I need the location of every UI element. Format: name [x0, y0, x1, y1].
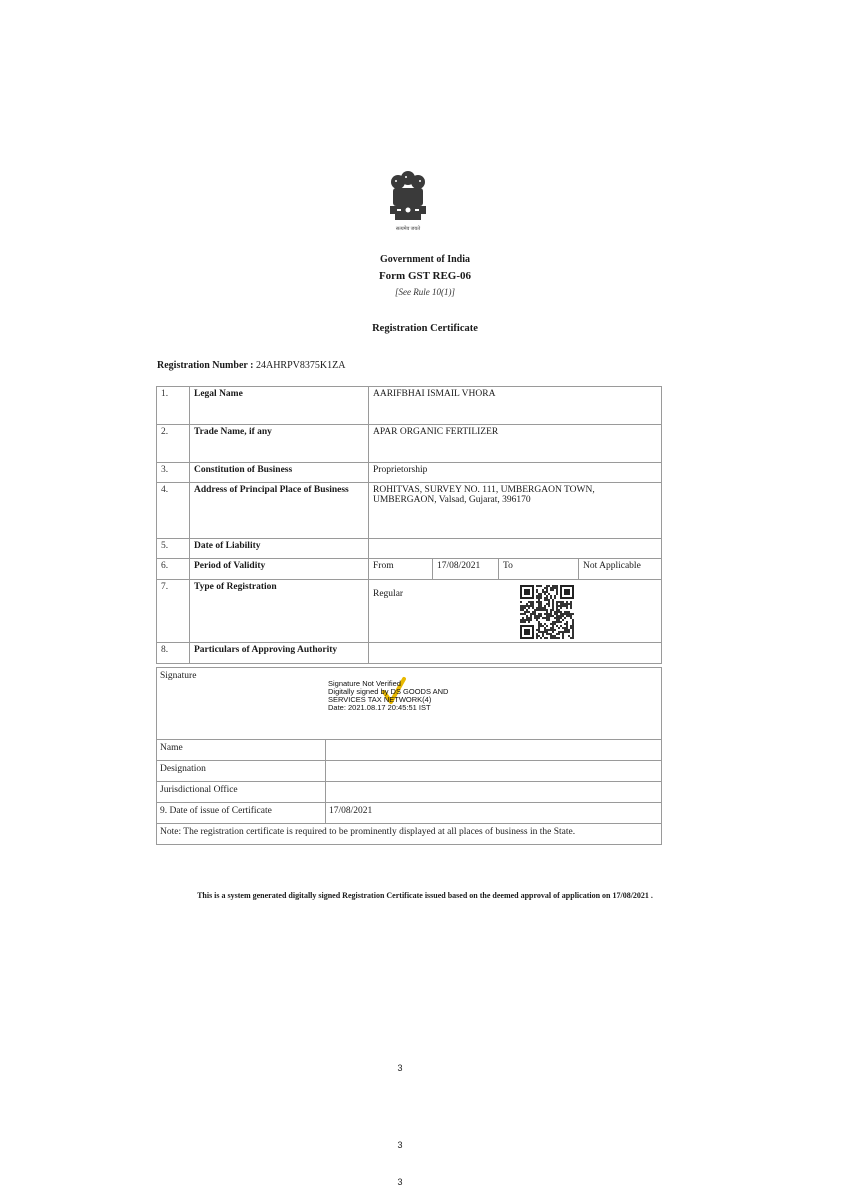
- emblem-motto: सत्यमेव जयते: [395, 227, 421, 232]
- validity-from-label: From: [369, 559, 433, 580]
- validity-from-value: 17/08/2021: [433, 559, 499, 580]
- trade-name-value: APAR ORGANIC FERTILIZER: [369, 425, 662, 463]
- validity-to-value: Not Applicable: [579, 559, 662, 580]
- table-row: [157, 425, 662, 463]
- name-label: Name: [157, 740, 326, 761]
- row-number: 7.: [157, 580, 190, 643]
- signature-status: Signature Not Verified: [328, 679, 401, 688]
- rule-reference: [See Rule 10(1)]: [395, 287, 455, 297]
- registration-number: [157, 360, 345, 371]
- table-row: [157, 782, 662, 803]
- approving-authority-value: [369, 643, 662, 664]
- row-number: 2.: [157, 425, 190, 463]
- issue-date-label: 9. Date of issue of Certificate: [157, 803, 326, 824]
- signature-date: Date: 2021.08.17 20:45:51 IST: [328, 703, 431, 712]
- row-number: 1.: [157, 387, 190, 425]
- table-row: [157, 761, 662, 782]
- system-generated-note: This is a system generated digitally signed Registration Certificate issued based on the deemed approval of application on 17/08/2021 .: [197, 891, 653, 900]
- jurisdictional-office-value: [326, 782, 662, 803]
- constitution-value: Proprietorship: [369, 463, 662, 483]
- qr-code-icon: [520, 585, 574, 639]
- designation-value: [326, 761, 662, 782]
- table-row: [157, 539, 662, 559]
- signature-signer-line: SERVICES TAX NETWORK(4): [328, 695, 432, 704]
- digital-signature-block: [328, 680, 448, 712]
- row-label: Date of Liability: [190, 539, 369, 559]
- registration-number-value: 24AHRPV8375K1ZA: [255, 360, 346, 371]
- jurisdictional-office-label: Jurisdictional Office: [157, 782, 326, 803]
- table-row: [157, 643, 662, 664]
- row-label: Address of Principal Place of Business: [190, 483, 369, 539]
- row-number: 4.: [157, 483, 190, 539]
- government-heading: Government of India: [380, 254, 470, 265]
- certificate-title: Registration Certificate: [372, 323, 478, 334]
- page-number: 3: [397, 1063, 403, 1073]
- liability-date-value: [369, 539, 662, 559]
- row-label: Type of Registration: [190, 580, 369, 643]
- designation-label: Designation: [157, 761, 326, 782]
- row-number: 6.: [157, 559, 190, 580]
- validity-to-label: To: [499, 559, 579, 580]
- table-row: [157, 740, 662, 761]
- display-note: Note: The registration certificate is required to be prominently displayed at all places of business in the State.: [157, 824, 662, 845]
- table-row: [157, 803, 662, 824]
- form-title: Form GST REG-06: [378, 270, 472, 282]
- row-label: Trade Name, if any: [190, 425, 369, 463]
- row-label: Period of Validity: [190, 559, 369, 580]
- signature-signer-line: Digitally signed by DS GOODS AND: [328, 687, 449, 696]
- row-number: 3.: [157, 463, 190, 483]
- table-row: [157, 483, 662, 539]
- table-row: [157, 387, 662, 425]
- row-label: Particulars of Approving Authority: [190, 643, 369, 664]
- row-label: Legal Name: [190, 387, 369, 425]
- registration-number-label: Registration Number :: [157, 360, 254, 371]
- legal-name-value: AARIFBHAI ISMAIL VHORA: [369, 387, 662, 425]
- address-value: ROHITVAS, SURVEY NO. 111, UMBERGAON TOWN, UMBERGAON, Valsad, Gujarat, 396170: [369, 483, 662, 539]
- row-label: Constitution of Business: [190, 463, 369, 483]
- signature-label: Signature: [157, 668, 662, 740]
- registration-type-value: Regular: [369, 580, 662, 643]
- table-row: [157, 559, 662, 580]
- name-value: [326, 740, 662, 761]
- table-row: [157, 463, 662, 483]
- table-row: [157, 580, 662, 643]
- registration-details-table: [156, 386, 662, 664]
- page-number: 3: [397, 1177, 403, 1187]
- table-row: [157, 824, 662, 845]
- row-number: 8.: [157, 643, 190, 664]
- page-number: 3: [397, 1140, 403, 1150]
- row-number: 5.: [157, 539, 190, 559]
- issue-date-value: 17/08/2021: [326, 803, 662, 824]
